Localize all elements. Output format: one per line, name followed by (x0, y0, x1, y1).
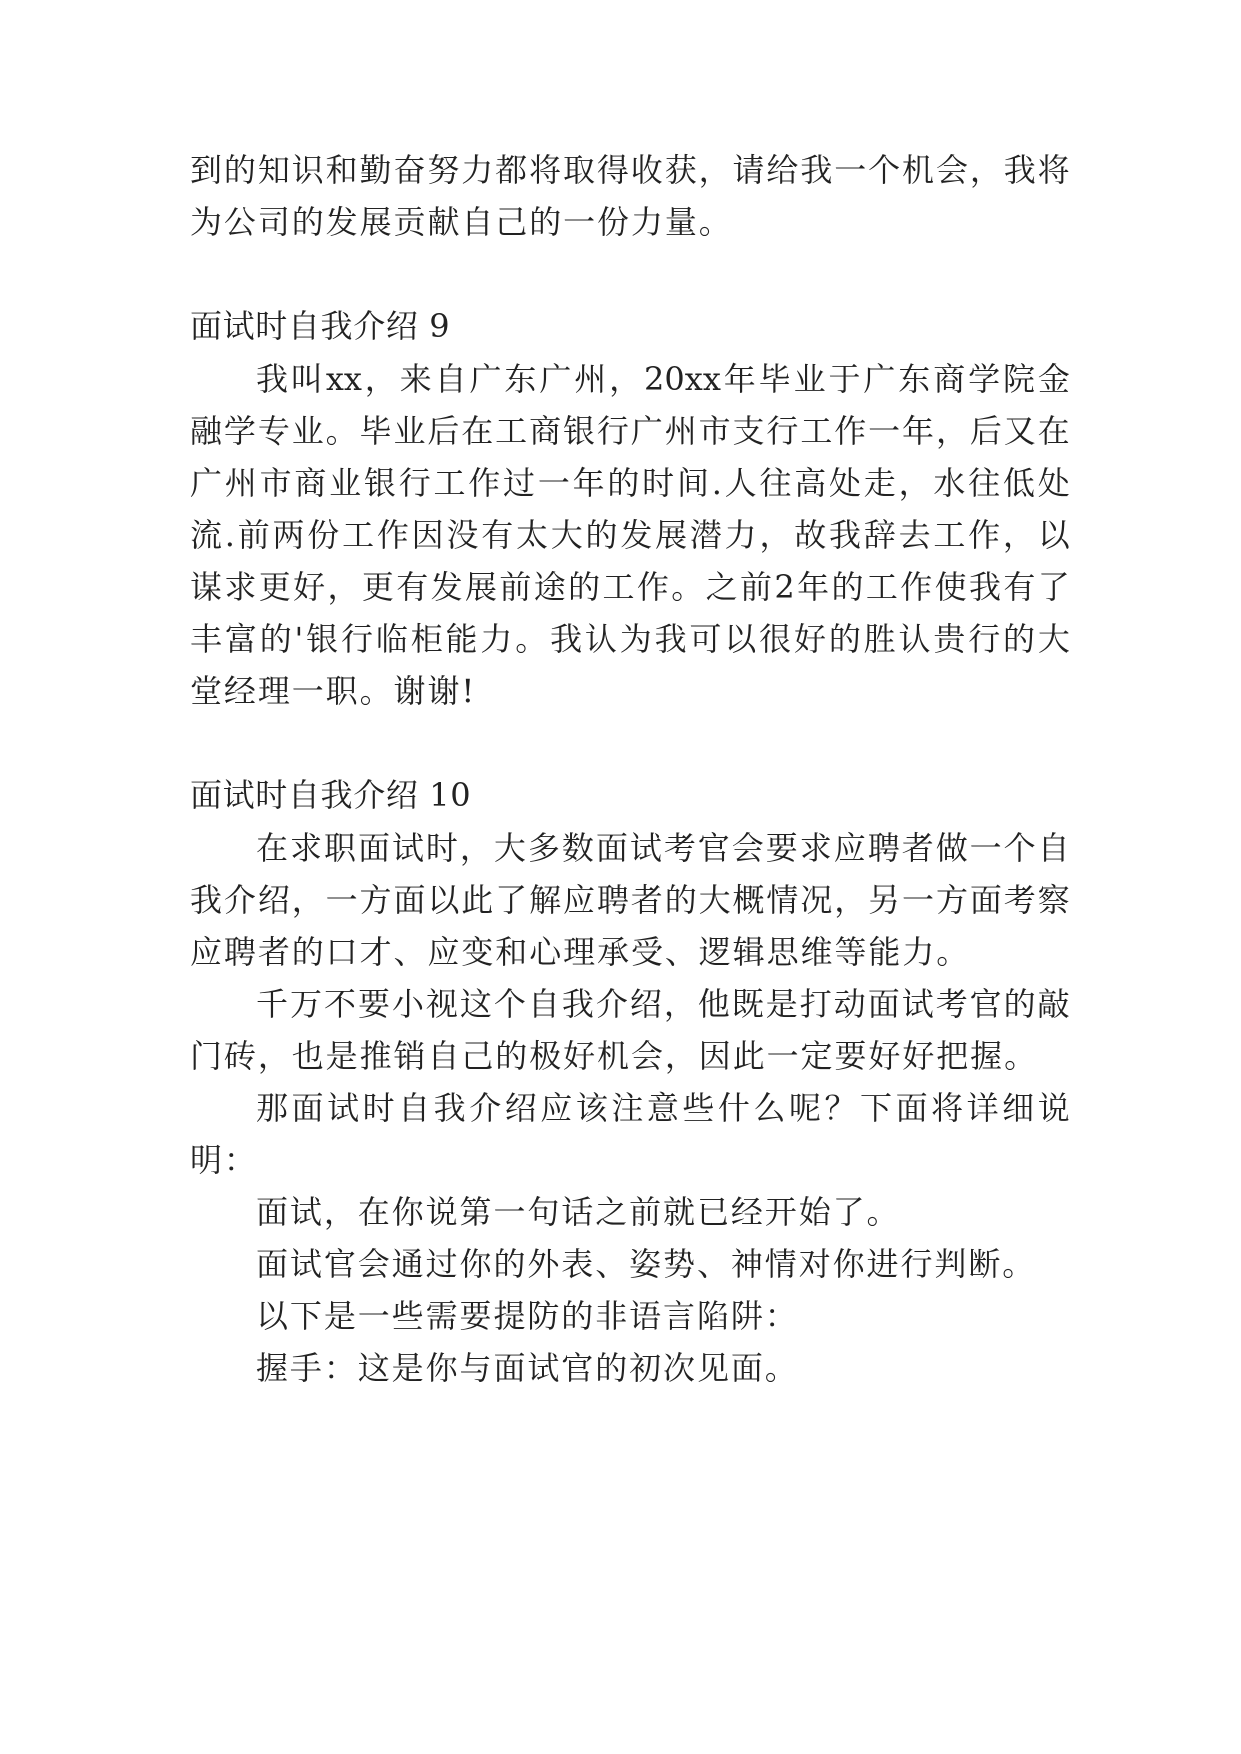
text-line: 以下是一些需要提防的非语言陷阱： (256, 1297, 799, 1335)
text-line: 面试，在你说第一句话之前就已经开始了。 (256, 1193, 901, 1231)
text-line: 广 州 市 商 业 银 行 工 作 过 一 年 的 时 间 . 人 往 高 处 走 ， 水 往 低 处 (190, 464, 1070, 502)
text-line: 流 . 前 两 份 工 作 因 没 有 太 大 的 发 展 潜 力 ， 故 我 辞 去 工 作 ， 以 (190, 516, 1070, 554)
text-line: 那 面 试 时 自 我 介 绍 应 该 注 意 些 什 么 呢 ？ 下 面 将 详 细 说 (256, 1089, 1070, 1127)
text-line: 千 万 不 要 小 视 这 个 自 我 介 绍 ， 他 既 是 打 动 面 试 考 官 的 敲 (256, 985, 1070, 1023)
text-line: 门砖，也是推销自己的极好机会，因此一定要好好把握。 (190, 1037, 1039, 1075)
text-line: 我 介 绍 ， 一 方 面 以 此 了 解 应 聘 者 的 大 概 情 况 ， 另 一 方 面 考 察 (190, 881, 1070, 919)
section-heading: 面试时自我介绍 9 (190, 307, 451, 345)
text-line: 我 叫 xx ， 来 自 广 东 广 州 ， 20xx 年 毕 业 于 广 东 商 学 院 金 (256, 360, 1070, 398)
text-line: 面试官会通过你的外表、姿势、神情对你进行判断。 (256, 1245, 1037, 1283)
text-line: 明： (190, 1141, 258, 1179)
text-line: 握手：这是你与面试官的初次见面。 (256, 1349, 799, 1387)
text-line: 应聘者的口才、应变和心理承受、逻辑思维等能力。 (190, 933, 971, 971)
text-line: 在 求 职 面 试 时 ， 大 多 数 面 试 考 官 会 要 求 应 聘 者 做 一 个 自 (256, 829, 1070, 867)
text-line: 堂经理一职。谢谢! (190, 672, 477, 710)
text-line: 到 的 知 识 和 勤 奋 努 力 都 将 取 得 收 获 ， 请 给 我 一 个 机 会 ， 我 将 (190, 151, 1070, 189)
text-line: 丰 富 的 ' 银 行 临 柜 能 力 。 我 认 为 我 可 以 很 好 的 胜 认 贵 行 的 大 (190, 620, 1070, 658)
text-line: 为公司的发展贡献自己的一份力量。 (190, 203, 733, 241)
text-line: 融 学 专 业 。 毕 业 后 在 工 商 银 行 广 州 市 支 行 工 作 一 年 ， 后 又 在 (190, 412, 1070, 450)
section-heading: 面试时自我介绍 10 (190, 776, 472, 814)
text-line: 谋 求 更 好 ， 更 有 发 展 前 途 的 工 作 。 之 前 2 年 的 工 作 使 我 有 了 (190, 568, 1070, 606)
